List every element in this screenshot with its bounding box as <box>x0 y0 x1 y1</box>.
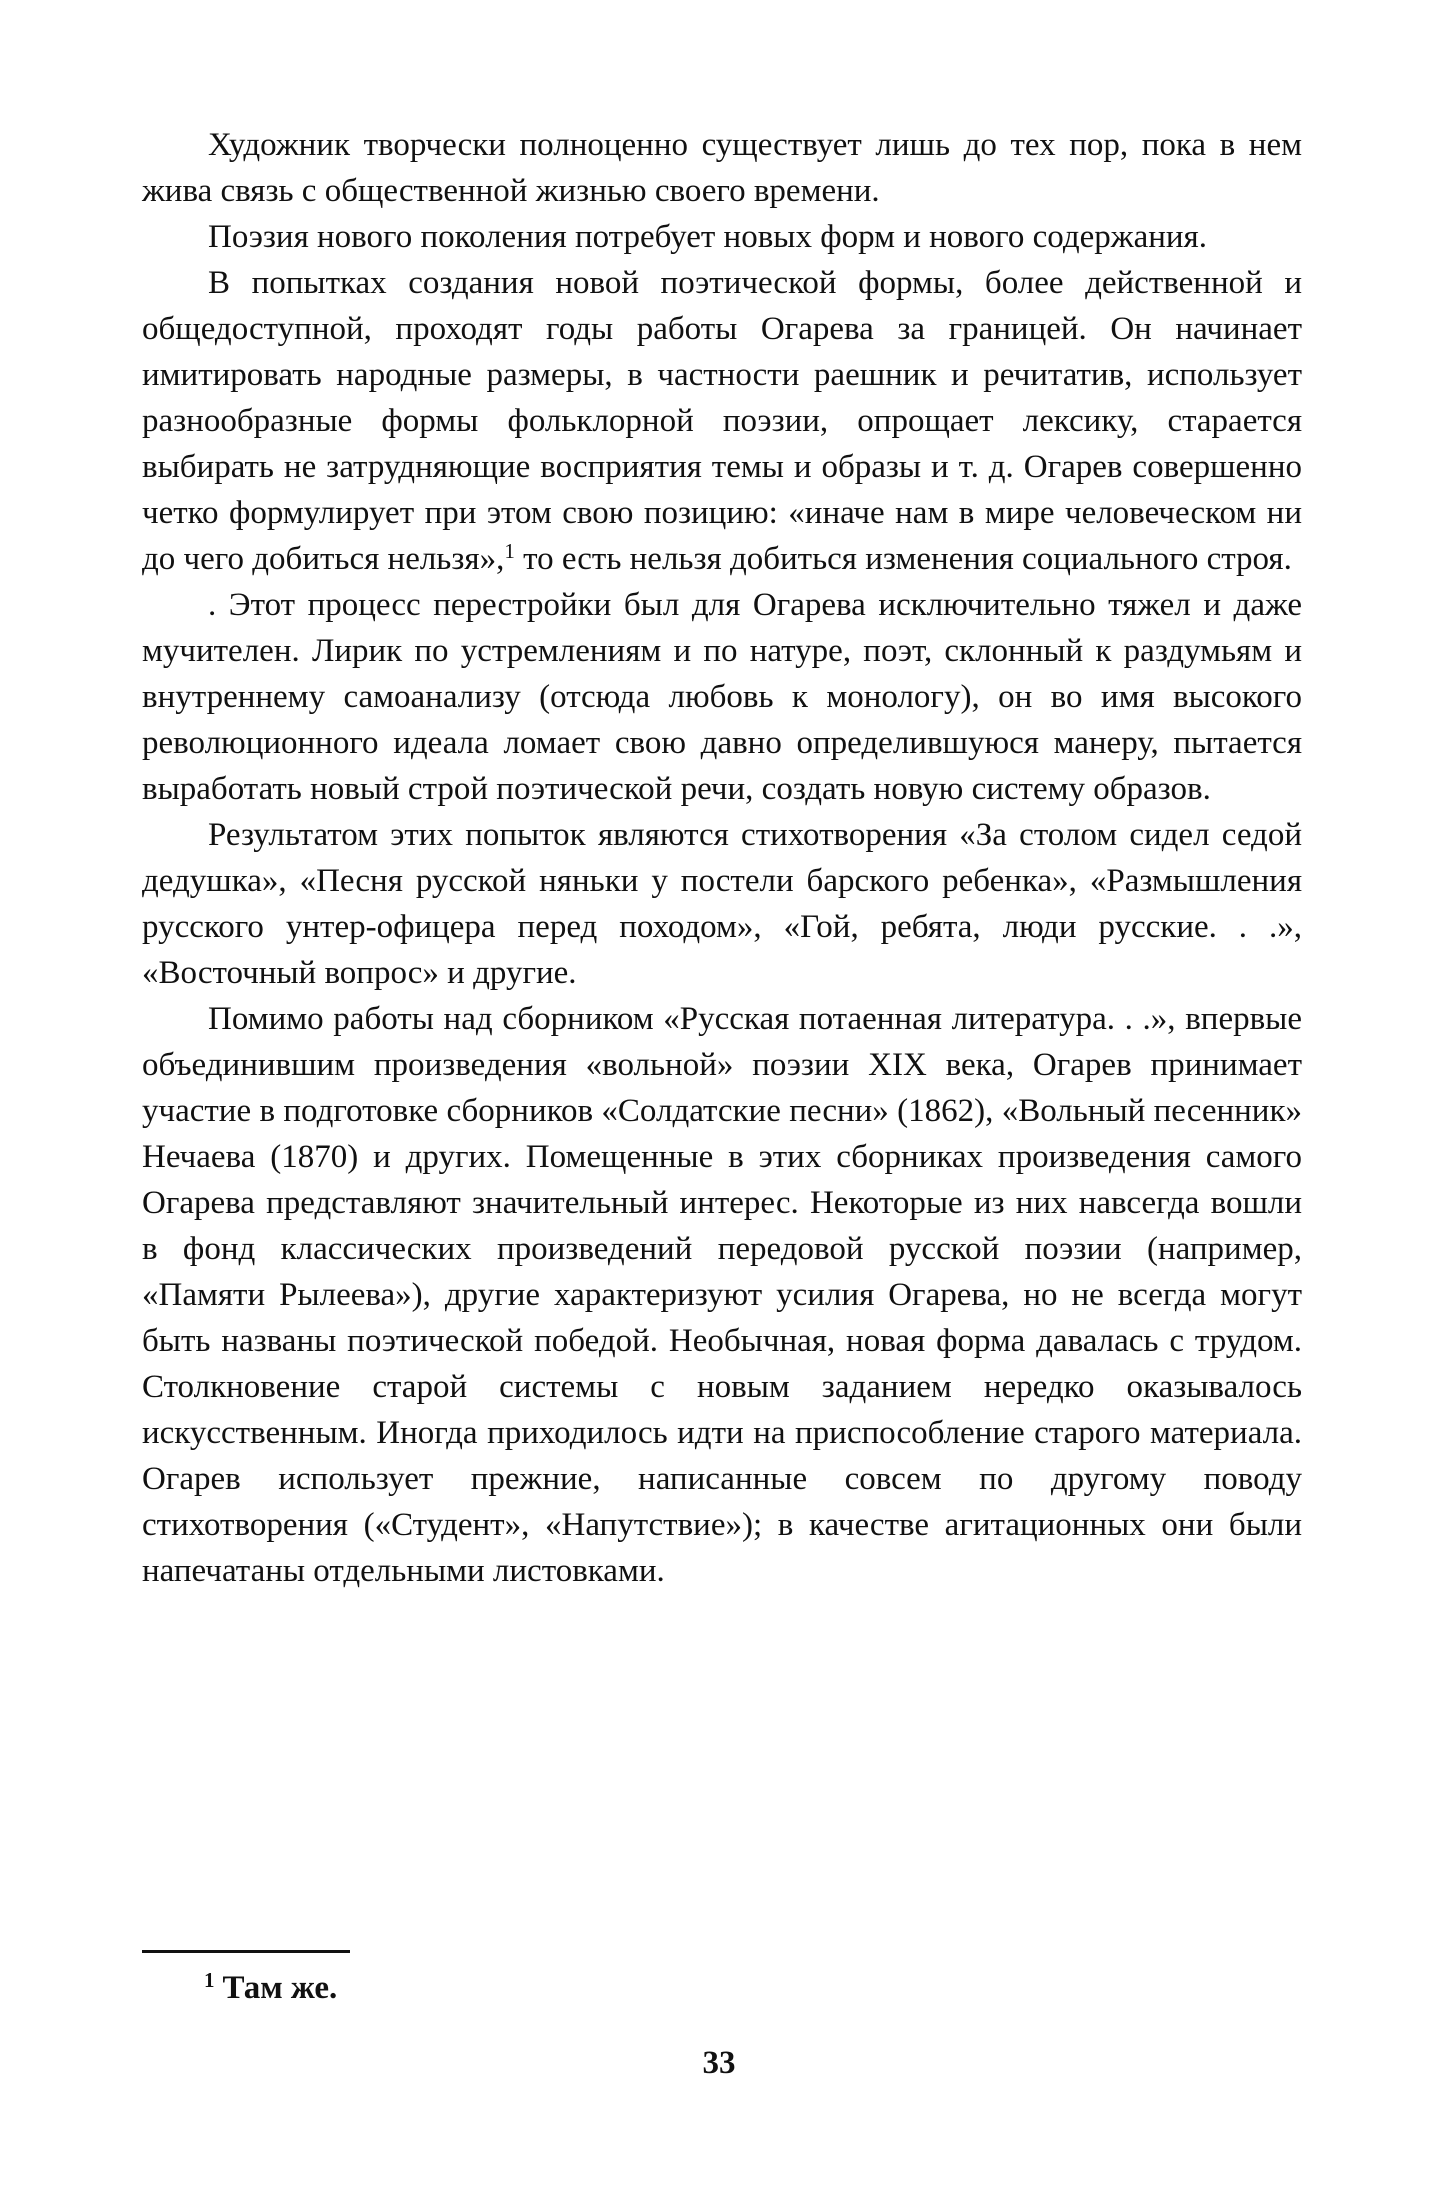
paragraph-3-text-before: В попытках создания новой поэтической формы, более действенной и общедоступной, проходят годы работы Огарева за границей. Он начинает имитировать народные размеры, в частности раешник и речитатив, использует разнообразные формы фольклорной поэзии, опрощает лексику, старается выбирать не затрудняющие восприятия темы и образы и т. д. Огарев совершенно четко формулирует при этом свою позицию: «иначе нам в мире человеческом ни до чего добиться нельзя», <box>142 265 1302 577</box>
footnote-text: Там же. <box>222 1970 338 2006</box>
paragraph-6: Помимо работы над сборником «Русская потаенная литература. . .», впервые объединившим произведения «вольной» поэзии XIX века, Огарев принимает участие в подготовке сборников «Солдатские песни» (1862), «Вольный песенник» Нечаева (1870) и других. Помещенные в этих сборниках произведения самого Огарева представляют значительный интерес. Некоторые из них навсегда вошли в фонд классических произведений передовой русской поэзии (например, «Памяти Рылеева»), другие характеризуют усилия Огарева, но не всегда могут быть названы поэтической победой. Необычная, новая форма давалась с трудом. Столкновение старой системы с новым заданием нередко оказывалось искусственным. Иногда приходилось идти на приспособление старого материала. Огарев использует прежние, написанные совсем по другому поводу стихотворения («Студент», «Напутствие»); в качестве агитационных они были напечатаны отдельными листовками. <box>142 1001 1302 1589</box>
paragraph-1: Художник творчески полноценно существует лишь до тех пор, пока в нем жива связь с общественной жизнью своего времени. <box>142 127 1302 209</box>
paragraph-4: . Этот процесс перестройки был для Огарева исключительно тяжел и даже мучителен. Лирик по устремлениям и по натуре, поэт, склонный к раздумьям и внутреннему самоанализу (отсюда любовь к монологу), он во имя высокого революционного идеала ломает свою давно определившуюся манеру, пытается выработать новый строй поэтической речи, создать новую систему образов. <box>142 587 1302 807</box>
footnote <box>204 1965 337 2011</box>
footnote-reference-mark: 1 <box>504 539 515 563</box>
paragraph-5: Результатом этих попыток являются стихотворения «За столом сидел седой дедушка», «Песня русской няньки у постели барского ребенка», «Размышления русского унтер-офицера перед походом», «Гой, ребята, люди русские. . .», «Восточный вопрос» и другие. <box>142 817 1302 991</box>
page-body <box>142 122 1302 1594</box>
page-number: 33 <box>702 2045 736 2081</box>
paragraph-3-text-after: то есть нельзя добиться изменения социального строя. <box>523 541 1292 577</box>
footnote-mark: 1 <box>204 1968 215 1992</box>
footnote-divider <box>142 1950 350 1953</box>
paragraph-2: Поэзия нового поколения потребует новых форм и нового содержания. <box>208 219 1207 255</box>
paragraph-3 <box>142 260 1302 582</box>
